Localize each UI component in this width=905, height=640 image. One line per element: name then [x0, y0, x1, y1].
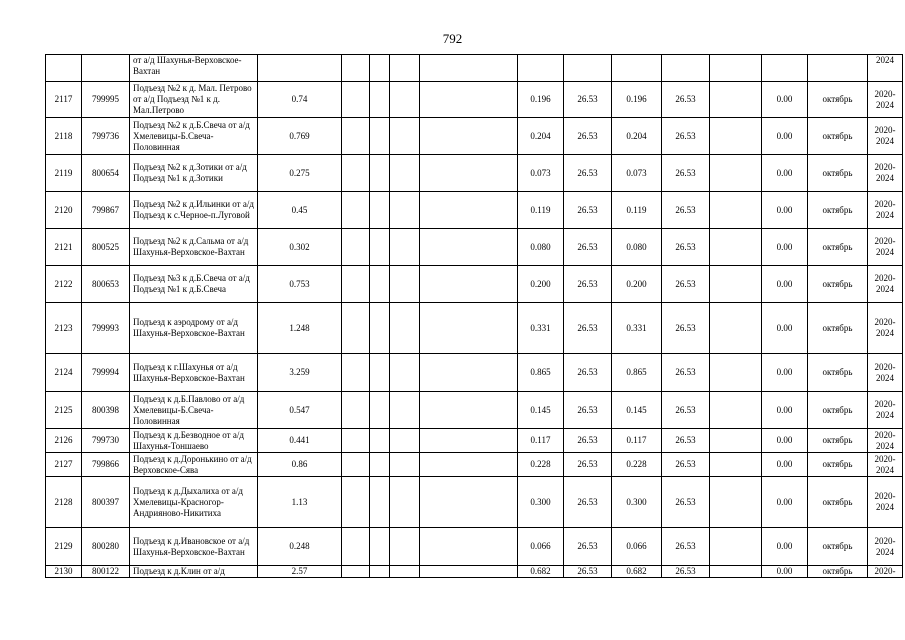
empty-cell: [390, 266, 420, 303]
empty-cell: [390, 453, 420, 477]
empty-cell: [370, 155, 390, 192]
code-cell: [82, 55, 130, 82]
empty-cell: [370, 392, 390, 429]
empty-cell: [420, 192, 518, 229]
code-cell: 800653: [82, 266, 130, 303]
rate-cell: 26.53: [662, 429, 710, 453]
rate-cell: 26.53: [564, 303, 612, 354]
month-cell: октябрь: [808, 82, 868, 118]
empty-cell: [342, 55, 370, 82]
road-name-cell: Подъезд к д.Доронькино от а/д Верховское-Сява: [130, 453, 258, 477]
month-cell: октябрь: [808, 528, 868, 566]
rate-cell: 26.53: [662, 192, 710, 229]
table-row: [46, 528, 903, 566]
value-cell: 0.00: [762, 392, 808, 429]
empty-cell: [370, 192, 390, 229]
period-cell: 2020-2024: [868, 155, 903, 192]
code-cell: 799736: [82, 118, 130, 155]
rate-cell: 26.53: [564, 354, 612, 392]
empty-cell: [420, 477, 518, 528]
value-cell: 0.331: [612, 303, 662, 354]
empty-cell: [420, 453, 518, 477]
rate-cell: 26.53: [662, 453, 710, 477]
road-name-cell: Подъезд к д.Ивановское от а/д Шахунья-Верховское-Вахтан: [130, 528, 258, 566]
length-cell: 0.248: [258, 528, 342, 566]
empty-cell: [710, 118, 762, 155]
empty-cell: [370, 229, 390, 266]
rate-cell: 26.53: [662, 477, 710, 528]
empty-cell: [370, 266, 390, 303]
period-cell: 2020-2024: [868, 392, 903, 429]
empty-cell: [710, 354, 762, 392]
rate-cell: [564, 55, 612, 82]
value-cell: 0.865: [518, 354, 564, 392]
code-cell: 799993: [82, 303, 130, 354]
month-cell: [808, 55, 868, 82]
value-cell: 0.117: [612, 429, 662, 453]
empty-cell: [390, 82, 420, 118]
empty-cell: [710, 528, 762, 566]
empty-cell: [370, 82, 390, 118]
road-name-cell: Подъезд к д.Б.Павлово от а/д Хмелевицы-Б.Свеча-Половинная: [130, 392, 258, 429]
code-cell: 800654: [82, 155, 130, 192]
empty-cell: [370, 118, 390, 155]
code-cell: 799867: [82, 192, 130, 229]
month-cell: октябрь: [808, 266, 868, 303]
rate-cell: 26.53: [662, 392, 710, 429]
empty-cell: [390, 303, 420, 354]
empty-cell: [342, 429, 370, 453]
empty-cell: [342, 477, 370, 528]
empty-cell: [370, 566, 390, 578]
length-cell: 0.86: [258, 453, 342, 477]
code-cell: 799730: [82, 429, 130, 453]
row-number-cell: 2117: [46, 82, 82, 118]
empty-cell: [420, 155, 518, 192]
code-cell: 800398: [82, 392, 130, 429]
value-cell: 0.00: [762, 477, 808, 528]
length-cell: 0.769: [258, 118, 342, 155]
value-cell: 0.682: [518, 566, 564, 578]
value-cell: 0.228: [612, 453, 662, 477]
value-cell: 0.080: [612, 229, 662, 266]
rate-cell: 26.53: [564, 82, 612, 118]
road-name-cell: Подъезд №2 к д.Ильинки от а/д Подъезд к с.Черное-п.Луговой: [130, 192, 258, 229]
code-cell: 800280: [82, 528, 130, 566]
value-cell: 0.119: [518, 192, 564, 229]
table-row: [46, 266, 903, 303]
rate-cell: [662, 55, 710, 82]
value-cell: 0.00: [762, 453, 808, 477]
empty-cell: [370, 453, 390, 477]
empty-cell: [342, 566, 370, 578]
month-cell: октябрь: [808, 303, 868, 354]
value-cell: 0.331: [518, 303, 564, 354]
empty-cell: [390, 229, 420, 266]
period-cell: 2020-2024: [868, 354, 903, 392]
row-number-cell: 2126: [46, 429, 82, 453]
empty-cell: [710, 566, 762, 578]
road-name-cell: Подъезд к д.Дыхалиха от а/д Хмелевицы-Красногор-Андрияново-Никитиха: [130, 477, 258, 528]
row-number-cell: 2128: [46, 477, 82, 528]
table-row: [46, 354, 903, 392]
rate-cell: 26.53: [564, 477, 612, 528]
road-name-cell: Подъезд №2 к д.Сальма от а/д Шахунья-Верховское-Вахтан: [130, 229, 258, 266]
empty-cell: [390, 118, 420, 155]
row-number-cell: 2118: [46, 118, 82, 155]
rate-cell: 26.53: [662, 229, 710, 266]
empty-cell: [390, 55, 420, 82]
road-name-cell: Подъезд №2 к д. Мал. Петрово от а/д Подъезд №1 к д. Мал.Петрово: [130, 82, 258, 118]
value-cell: 0.300: [612, 477, 662, 528]
empty-cell: [390, 155, 420, 192]
period-cell: 2020-2024: [868, 453, 903, 477]
rate-cell: 26.53: [662, 155, 710, 192]
row-number-cell: [46, 55, 82, 82]
rate-cell: 26.53: [662, 354, 710, 392]
rate-cell: 26.53: [564, 155, 612, 192]
value-cell: 0.00: [762, 566, 808, 578]
empty-cell: [390, 392, 420, 429]
rate-cell: 26.53: [662, 266, 710, 303]
length-cell: 0.302: [258, 229, 342, 266]
code-cell: 800397: [82, 477, 130, 528]
value-cell: 0.682: [612, 566, 662, 578]
empty-cell: [390, 354, 420, 392]
value-cell: 0.200: [612, 266, 662, 303]
length-cell: 1.13: [258, 477, 342, 528]
empty-cell: [342, 528, 370, 566]
road-name-cell: Подъезд №3 к д.Б.Свеча от а/д Подъезд №1 к д.Б.Свеча: [130, 266, 258, 303]
length-cell: 0.753: [258, 266, 342, 303]
empty-cell: [710, 266, 762, 303]
month-cell: октябрь: [808, 229, 868, 266]
value-cell: 0.073: [518, 155, 564, 192]
empty-cell: [370, 55, 390, 82]
value-cell: 0.865: [612, 354, 662, 392]
empty-cell: [420, 354, 518, 392]
period-cell: 2020-2024: [868, 429, 903, 453]
empty-cell: [420, 528, 518, 566]
rate-cell: 26.53: [564, 192, 612, 229]
rate-cell: 26.53: [564, 118, 612, 155]
table-row: [46, 155, 903, 192]
value-cell: 0.204: [612, 118, 662, 155]
value-cell: 0.00: [762, 229, 808, 266]
value-cell: 0.119: [612, 192, 662, 229]
road-name-cell: Подъезд к д.Клин от а/д: [130, 566, 258, 578]
road-name-cell: Подъезд к д.Безводное от а/д Шахунья-Тоншаево: [130, 429, 258, 453]
row-number-cell: 2123: [46, 303, 82, 354]
value-cell: 0.00: [762, 528, 808, 566]
month-cell: октябрь: [808, 566, 868, 578]
value-cell: 0.200: [518, 266, 564, 303]
row-number-cell: 2127: [46, 453, 82, 477]
rate-cell: 26.53: [662, 528, 710, 566]
empty-cell: [420, 566, 518, 578]
empty-cell: [342, 118, 370, 155]
period-cell: 2020-2024: [868, 118, 903, 155]
code-cell: 799995: [82, 82, 130, 118]
empty-cell: [710, 392, 762, 429]
empty-cell: [710, 155, 762, 192]
empty-cell: [370, 429, 390, 453]
value-cell: 0.00: [762, 82, 808, 118]
period-cell: 2020-2024: [868, 477, 903, 528]
value-cell: 0.066: [518, 528, 564, 566]
month-cell: октябрь: [808, 453, 868, 477]
period-cell: 2024: [868, 55, 903, 82]
empty-cell: [370, 303, 390, 354]
length-cell: [258, 55, 342, 82]
value-cell: 0.196: [612, 82, 662, 118]
rate-cell: 26.53: [564, 528, 612, 566]
value-cell: 0.117: [518, 429, 564, 453]
table-row: [46, 392, 903, 429]
rate-cell: 26.53: [662, 566, 710, 578]
empty-cell: [420, 266, 518, 303]
length-cell: 0.45: [258, 192, 342, 229]
empty-cell: [420, 429, 518, 453]
code-cell: 799866: [82, 453, 130, 477]
empty-cell: [710, 453, 762, 477]
road-name-cell: Подъезд к аэродрому от а/д Шахунья-Верховское-Вахтан: [130, 303, 258, 354]
value-cell: 0.00: [762, 192, 808, 229]
table-row: [46, 566, 903, 578]
empty-cell: [710, 429, 762, 453]
empty-cell: [390, 192, 420, 229]
period-cell: 2020-: [868, 566, 903, 578]
row-number-cell: 2121: [46, 229, 82, 266]
period-cell: 2020-2024: [868, 192, 903, 229]
empty-cell: [342, 354, 370, 392]
rate-cell: 26.53: [564, 229, 612, 266]
month-cell: октябрь: [808, 392, 868, 429]
length-cell: 2.57: [258, 566, 342, 578]
empty-cell: [420, 392, 518, 429]
value-cell: 0.00: [762, 155, 808, 192]
empty-cell: [342, 303, 370, 354]
row-number-cell: 2122: [46, 266, 82, 303]
value-cell: 0.145: [518, 392, 564, 429]
empty-cell: [342, 392, 370, 429]
empty-cell: [420, 118, 518, 155]
empty-cell: [420, 82, 518, 118]
road-name-cell: Подъезд №2 к д.Б.Свеча от а/д Хмелевицы-Б.Свеча-Половинная: [130, 118, 258, 155]
table-row: [46, 55, 903, 82]
road-name-cell: Подъезд №2 к д.Зотики от а/д Подъезд №1 к д.Зотики: [130, 155, 258, 192]
length-cell: 3.259: [258, 354, 342, 392]
table-row: [46, 477, 903, 528]
period-cell: 2020-2024: [868, 82, 903, 118]
empty-cell: [390, 566, 420, 578]
empty-cell: [390, 429, 420, 453]
month-cell: октябрь: [808, 118, 868, 155]
empty-cell: [390, 477, 420, 528]
empty-cell: [370, 354, 390, 392]
empty-cell: [342, 229, 370, 266]
value-cell: 0.145: [612, 392, 662, 429]
length-cell: 0.441: [258, 429, 342, 453]
table-row: [46, 118, 903, 155]
row-number-cell: 2125: [46, 392, 82, 429]
value-cell: 0.300: [518, 477, 564, 528]
table-row: [46, 453, 903, 477]
empty-cell: [342, 266, 370, 303]
rate-cell: 26.53: [662, 118, 710, 155]
month-cell: октябрь: [808, 477, 868, 528]
code-cell: 800525: [82, 229, 130, 266]
table-row: [46, 192, 903, 229]
empty-cell: [342, 82, 370, 118]
table-row: [46, 229, 903, 266]
value-cell: 0.204: [518, 118, 564, 155]
empty-cell: [710, 192, 762, 229]
rate-cell: 26.53: [564, 566, 612, 578]
empty-cell: [420, 303, 518, 354]
month-cell: октябрь: [808, 192, 868, 229]
value-cell: 0.00: [762, 118, 808, 155]
value-cell: 0.00: [762, 266, 808, 303]
value-cell: [518, 55, 564, 82]
rate-cell: 26.53: [662, 82, 710, 118]
row-number-cell: 2129: [46, 528, 82, 566]
length-cell: 0.74: [258, 82, 342, 118]
month-cell: октябрь: [808, 354, 868, 392]
value-cell: 0.00: [762, 303, 808, 354]
rate-cell: 26.53: [564, 429, 612, 453]
table-row: [46, 303, 903, 354]
empty-cell: [710, 82, 762, 118]
value-cell: 0.066: [612, 528, 662, 566]
value-cell: 0.00: [762, 429, 808, 453]
table-body: [46, 55, 903, 578]
length-cell: 1.248: [258, 303, 342, 354]
empty-cell: [710, 55, 762, 82]
rate-cell: 26.53: [564, 453, 612, 477]
period-cell: 2020-2024: [868, 528, 903, 566]
empty-cell: [420, 229, 518, 266]
value-cell: 0.073: [612, 155, 662, 192]
value-cell: 0.228: [518, 453, 564, 477]
empty-cell: [370, 477, 390, 528]
table-row: [46, 429, 903, 453]
row-number-cell: 2119: [46, 155, 82, 192]
road-name-cell: Подъезд к г.Шахунья от а/д Шахунья-Верховское-Вахтан: [130, 354, 258, 392]
row-number-cell: 2130: [46, 566, 82, 578]
value-cell: 0.00: [762, 354, 808, 392]
empty-cell: [420, 55, 518, 82]
code-cell: 799994: [82, 354, 130, 392]
month-cell: октябрь: [808, 429, 868, 453]
empty-cell: [710, 229, 762, 266]
length-cell: 0.547: [258, 392, 342, 429]
empty-cell: [342, 155, 370, 192]
page-number: 792: [442, 31, 463, 46]
period-cell: 2020-2024: [868, 266, 903, 303]
row-number-cell: 2124: [46, 354, 82, 392]
table-row: [46, 82, 903, 118]
value-cell: 0.196: [518, 82, 564, 118]
roads-table: [45, 54, 903, 578]
empty-cell: [390, 528, 420, 566]
rate-cell: 26.53: [564, 392, 612, 429]
empty-cell: [342, 453, 370, 477]
rate-cell: 26.53: [662, 303, 710, 354]
value-cell: [612, 55, 662, 82]
period-cell: 2020-2024: [868, 303, 903, 354]
rate-cell: 26.53: [564, 266, 612, 303]
length-cell: 0.275: [258, 155, 342, 192]
empty-cell: [370, 528, 390, 566]
empty-cell: [342, 192, 370, 229]
row-number-cell: 2120: [46, 192, 82, 229]
code-cell: 800122: [82, 566, 130, 578]
value-cell: 0.080: [518, 229, 564, 266]
empty-cell: [710, 303, 762, 354]
road-name-cell: от а/д Шахунья-Верховское-Вахтан: [130, 55, 258, 82]
month-cell: октябрь: [808, 155, 868, 192]
period-cell: 2020-2024: [868, 229, 903, 266]
empty-cell: [710, 477, 762, 528]
value-cell: [762, 55, 808, 82]
